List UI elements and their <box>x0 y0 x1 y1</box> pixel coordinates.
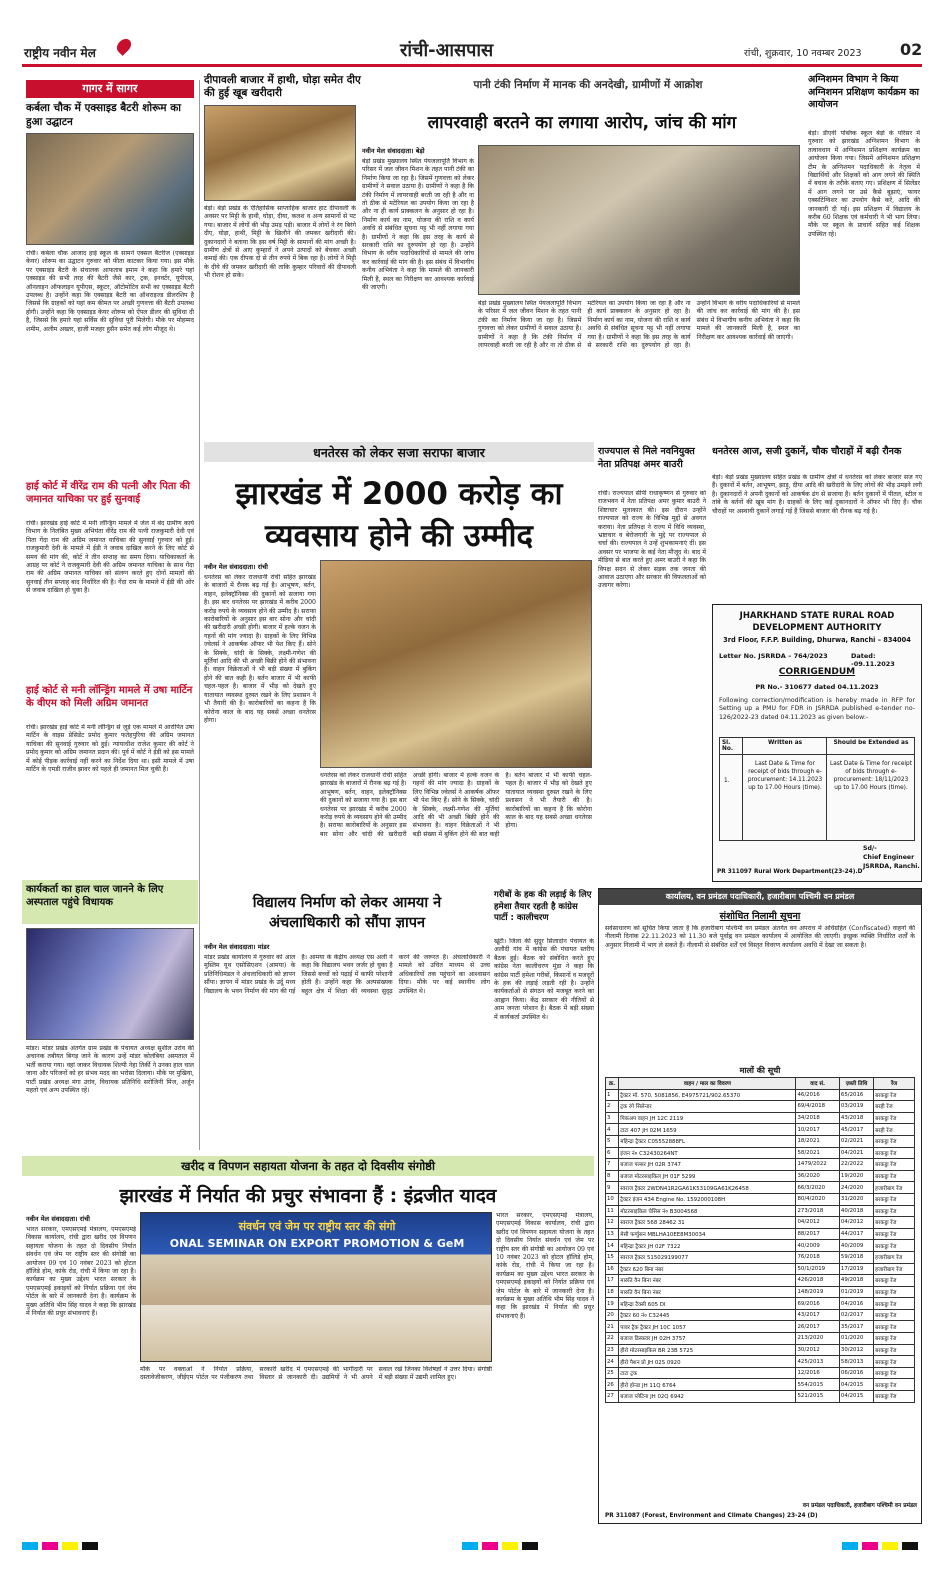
lots-row <box>606 1205 915 1217</box>
lots-cell: 15 <box>606 1251 619 1263</box>
story-body-mla: मांडर। मांडर प्रखंड अंतर्गत ग्राम प्रखंड के पंचायत अध्यक्ष सुशील उरांव की अचानक तबीयत बिगड़ जाने के कारण उन्हें मांडर कोलंबिया अस्पताल में भर्ती कराया गया। वहां जाकर विधायक शिल्पी नेहा तिर्की ने उनका हाल चाल जाना और परिजनों को हर संभव मदद का भरोसा दिलाया। मौके पर मुखिया, पार्टी प्रखंड अध्यक्ष मंगा उरांव, विधायक प्रतिनिधि सरोजिनी मिंज, अर्जुन महतो एवं अन्य उपस्थित रहे। <box>26 1045 194 1095</box>
lots-cell: 148/2019 <box>796 1286 839 1298</box>
lots-cell: 4 <box>606 1124 619 1136</box>
lots-cell: मारुति वैन बिना नंबर <box>619 1275 796 1287</box>
forest-auction-notice <box>598 888 922 1524</box>
lots-table <box>605 1077 915 1403</box>
jsrrda-title-2: DEVELOPMENT AUTHORITY <box>752 623 882 633</box>
lots-cell: 12 <box>606 1217 619 1229</box>
jsrrda-th-extended: Should be Extended as <box>833 740 909 746</box>
lots-cell: 554/2015 <box>796 1379 839 1391</box>
lots-cell: 16 <box>606 1263 619 1275</box>
masthead-logo-icon <box>114 36 134 56</box>
story-head-exide: कर्बला चौक में एक्साइड बैटरी शोरूम का हुआ उद्घाटन <box>26 102 181 128</box>
export-body-right: भारत सरकार, एमएसएमई मंत्रालय, एमएसएमई विकास कार्यालय, रांची द्वारा खरीद एवं विपणन सहायता योजना के तहत दो दिवसीय निर्यात संवर्धन एवं जेम पर राष्ट्रीय स्तर की संगोष्ठी का आयोजन 09 एवं 10 नवंबर 2023 को होटल हॉलिडे होम, कांके रोड, रांची में किया जा रहा है। कार्यक्रम का मुख्य उद्देश्य भारत सरकार के एमएसएमई इकाइयों को निर्यात प्रक्रिया एवं जेम पोर्टल के बारे में जानकारी देना है। कार्यक्रम के मुख्य अतिथि भीम सिंह यादव ने कहा कि झारखंड में निर्यात की प्रचुर संभावनाएं हैं। <box>496 1212 594 1320</box>
lots-cell: ट्रैक्टर 620 बिना नंबर <box>619 1263 796 1275</box>
lots-cell: 30/2012 <box>839 1344 873 1356</box>
lots-cell: स्वराज ट्रैक्टर 568 28462 31 <box>619 1217 796 1229</box>
jsrrda-corrigendum-title: CORRIGENDUM <box>778 667 856 677</box>
lots-cell: 10 <box>606 1193 619 1205</box>
lots-row <box>606 1135 915 1147</box>
vidyalaya-body: मांडर प्रखंड कार्यालय में गुरुवार को आल मुस्लिम यूथ एसोसिएशन (आमया) के प्रतिनिधिमंडल ने अंचलाधिकारी को ज्ञापन सौंपा। ज्ञापन में मांडर प्रखंड के उर्दू मध्य विद्यालय के भवन निर्माण की मांग की गई है। आमया के केंद्रीय अध्यक्ष एस अली ने कहा कि विद्यालय भवन जर्जर हो चुका है जिससे बच्चों को पढ़ाई में काफी परेशानी होती है। उन्होंने कहा कि अल्पसंख्यक बहुल क्षेत्र में शिक्षा की व्यवस्था सुदृढ़ करने की जरूरत है। अंचलाधिकारी ने मामले को उचित माध्यम से उच्च अधिकारियों तक पहुंचाने का आश्वासन दिया। मौके पर कई स्थानीय लोग उपस्थित थे। <box>204 954 490 995</box>
lots-cell: बजाज पल्सर JH 02R 3747 <box>619 1159 796 1171</box>
reg-magenta-2 <box>482 1542 498 1550</box>
lots-cell: 3 <box>606 1112 619 1124</box>
lots-cell: बरकट्ठा रेंज <box>874 1193 915 1205</box>
tanki-body: बेड़ो प्रखंड मुख्यालय स्थित पेयजलापूर्ति विभाग के परिसर में जल जीवन मिशन के तहत पानी टंकी का निर्माण किया जा रहा है। जिसमें गुणवत्ता को लेकर ग्रामीणों ने सवाल उठाया है। ग्रामीणों ने कहा है कि टंकी निर्माण में लापरवाही बरती जा रही है और ना तो ठीक से मटेरियल का उपयोग किया जा रहा है और ना ही कार्य प्राक्कलन के अनुसार हो रहा है। निर्माण कार्य का नाम, योजना की राशि व कार्य अवधि से संबंधित सूचना पट्ट भी नहीं लगाया गया है। ग्रामीणों ने कहा कि इस तरह के कार्य से सरकारी राशि का दुरुपयोग हो रहा है। उन्होंने विभाग के वरीय पदाधिकारियों से मामले की जांच कर कार्रवाई की मांग की है। इस संबंध में विभागीय कनीय अभियंता ने कहा कि मामले की जानकारी मिली है, स्थल का निरीक्षण कर आवश्यक कार्रवाई की जाएगी। <box>362 158 474 292</box>
jsrrda-body: Following correction/modification is hereby made in RFP for Setting up a PMU for FDR in JSRRDA published e-tender no- 126/2022-23 dated 04.11.2023 as given below:- <box>719 697 915 721</box>
story-body-exide: रांची। कर्बला चौक आजाद हाई स्कूल के सामने एक्सल बैटरीज (एक्साइड केयर) शोरूम का उद्घाटन गुरुवार को फीता काटकर किया गया। इस मौके पर एक्साइड बैटरी के संचालक आफताब इमाम ने कहा कि हमारे यहां एक्साइड की सभी तरह की बैटरी जैसे कार, ट्रक, इनवर्टर, यूपीएस, ऑनलाइन ऑफलाइन यूपीएस, स्कूटर, ऑटोमोटिव सभी का एक्साइड बैटरी उपलब्ध है। उन्होंने कहा कि एक्साइड बैटरी का ऑथराइज्ड डीलरशिप है जिससे कि ग्राहकों को यहां कम कीमत पर अच्छी गुणवत्ता की बैटरी उपलब्ध होगी। उन्होंने कहा कि एक्साइड केयर शोरूम को ऐंपल डीलर की सुविधा दी है, जिससे कि हमारे यहां सर्विस की सुविधा पूरी मिलेगी। मौके पर मोहम्मद शमीम, अलीम अख्तर, हाजी मजहर हुसैन समेत कई लोग मौजूद थे। <box>26 250 194 333</box>
lots-cell: 19/2020 <box>839 1170 873 1182</box>
lots-cell: बरही रेंज <box>874 1101 915 1113</box>
reg-black-3 <box>902 1542 918 1550</box>
lots-cell: बरकट्ठा रेंज <box>874 1286 915 1298</box>
lots-cell: 31/2020 <box>839 1193 873 1205</box>
export-byline: नवीन मेल संवाददाता। रांची <box>26 1215 90 1223</box>
lots-cell: मेसी फर्ग्युसन MBLHA10EE8M30034 <box>619 1228 796 1240</box>
lots-cell: 26 <box>606 1379 619 1391</box>
lots-cell: बरकट्ठा रेंज <box>874 1309 915 1321</box>
lots-cell: 22 <box>606 1333 619 1345</box>
lots-cell: ट्रैक्टर मॉ. 570, 5081856, E4975721/902.65370 <box>619 1089 796 1101</box>
lots-cell: बरही रेंज <box>874 1124 915 1136</box>
print-registration-bar <box>22 1540 922 1552</box>
masthead-rule <box>22 64 922 67</box>
jsrrda-corrigendum <box>712 604 922 882</box>
lots-cell: 9 <box>606 1182 619 1194</box>
col-divider <box>199 80 200 1150</box>
lots-cell: 27 <box>606 1391 619 1403</box>
story-body-dhanteras-aaj: बेड़ो। बेड़ो प्रखंड मुख्यालय सहित प्रखंड के ग्रामीण क्षेत्रों में धनतेरस को लेकर बाजार सज गए हैं। दुकानों में बर्तन, आभूषण, झाड़ू, दीया आदि की खरीदारी के लिए लोगों की भीड़ उमड़ने लगी है। दुकानदारों ने अपनी दुकानों को आकर्षक ढंग से सजाया है। बर्तन दुकानों में पीतल, स्टील व तांबे के बर्तनों की खूब मांग है। ग्राहकों के लिए कई दुकानदारों ने ऑफर भी दिए हैं। चौक चौराहों पर अस्थायी दुकानें लगाई गई हैं जिससे बाजार की रौनक बढ़ गई है। <box>712 474 922 515</box>
lots-cell: 40/2009 <box>839 1240 873 1252</box>
page-number: 02 <box>900 40 923 59</box>
lots-row <box>606 1170 915 1182</box>
lots-col-header: क्र. <box>606 1078 619 1090</box>
export-body-cont: मौके पर वक्ताओं ने निर्यात प्रक्रिया, दस्तावेजीकरण, जीईएम पोर्टल पर पंजीकरण तथा सरकारी खरीद में एमएसएमई की भागीदारी पर विस्तार से जानकारी दी। उद्यमियों ने भी अपने सवाल रखे जिनका विशेषज्ञों ने उत्तर दिया। संगोष्ठी में बड़ी संख्या में उद्यमी शामिल हुए। <box>140 1366 492 1382</box>
lots-row <box>606 1217 915 1229</box>
lots-cell: ट्रैक्टर 60 नं० C32445 <box>619 1309 796 1321</box>
tanki-headline: लापरवाही बरतने का लगाया आरोप, जांच की मांग <box>427 113 737 133</box>
lots-cell: 25 <box>606 1367 619 1379</box>
jsrrda-sign-3: JSRRDA, Ranchi. <box>863 863 920 870</box>
dipawali-market-photo <box>204 105 356 201</box>
lots-row <box>606 1112 915 1124</box>
export-headline: झारखंड में निर्यात की प्रचुर संभावना हैं : इंद्रजीत यादव <box>119 1185 497 1207</box>
lots-cell: बरकट्ठा रेंज <box>874 1391 915 1403</box>
forest-office: कार्यालय, वन प्रमंडल पदाधिकारी, हजारीबाग पश्चिमी वन प्रमंडल <box>665 892 855 901</box>
lots-col-header: रेंज <box>874 1078 915 1090</box>
lots-col-header: वाहन / माल का विवरण <box>619 1078 796 1090</box>
lots-cell: 24 <box>606 1356 619 1368</box>
seminar-banner-text-2: ONAL SEMINAR ON EXPORT PROMOTION & GeM <box>169 1237 465 1250</box>
jsrrda-footer: PR 311097 Rural Work Department(23-24).D <box>717 869 863 875</box>
reg-yellow <box>62 1542 78 1550</box>
left-col-label: गागर में सागर <box>26 80 194 98</box>
lots-cell: हजारीबाग रेंज <box>874 1182 915 1194</box>
lots-cell: 11 <box>606 1205 619 1217</box>
reg-magenta-3 <box>862 1542 878 1550</box>
lots-cell: 7 <box>606 1159 619 1171</box>
tanki-body-cont: बेड़ो प्रखंड मुख्यालय स्थित पेयजलापूर्ति विभाग के परिसर में जल जीवन मिशन के तहत पानी टंकी का निर्माण किया जा रहा है। जिसमें गुणवत्ता को लेकर ग्रामीणों ने सवाल उठाया है। ग्रामीणों ने कहा है कि टंकी निर्माण में लापरवाही बरती जा रही है और ना तो ठीक से मटेरियल का उपयोग किया जा रहा है और ना ही कार्य प्राक्कलन के अनुसार हो रहा है। निर्माण कार्य का नाम, योजना की राशि व कार्य अवधि से संबंधित सूचना पट्ट भी नहीं लगाया गया है। ग्रामीणों ने कहा कि इस तरह के कार्य से सरकारी राशि का दुरुपयोग हो रहा है। उन्होंने विभाग के वरीय पदाधिकारियों से मामले की जांच कर कार्रवाई की मांग की है। इस संबंध में विभागीय कनीय अभियंता ने कहा कि मामले की जानकारी मिली है, स्थल का निरीक्षण कर आवश्यक कार्रवाई की जाएगी। <box>478 300 800 350</box>
lots-cell: 04/2012 <box>796 1217 839 1229</box>
lots-cell: 46/2016 <box>796 1089 839 1101</box>
lots-cell: ट्रैक्टर इंजन 434 Engine No. 1592000108H <box>619 1193 796 1205</box>
lots-cell: 49/2018 <box>839 1275 873 1287</box>
lots-row <box>606 1309 915 1321</box>
lead-body: धनतेरस को लेकर राजधानी रांची सहित झारखंड के बाजारों में रौनक बढ़ गई है। आभूषण, बर्तन, वाहन, इलेक्ट्रॉनिक्स की दुकानों को सजाया गया है। इस बार धनतेरस पर झारखंड में करीब 2000 करोड़ रुपये के व्यवसाय होने की उम्मीद है। सराफा कारोबारियों के अनुसार इस बार सोना और चांदी की खरीदारी अच्छी होगी। बाजार में हल्के वजन के गहनों की मांग ज्यादा है। ग्राहकों के लिए विभिन्न ज्वेलर्स ने आकर्षक ऑफर भी पेश किए हैं। सोने के सिक्के, चांदी के सिक्के, लक्ष्मी-गणेश की मूर्तियां आदि की भी अच्छी बिक्री होने की संभावना है। वाहन विक्रेताओं ने भी बड़ी संख्या में बुकिंग होने की बात कही है। बर्तन बाजार में भी काफी चहल-पहल है। बाजार में भीड़ को देखते हुए यातायात व्यवस्था दुरुस्त रखने के लिए प्रशासन ने भी तैयारी की है। कारोबारियों का कहना है कि कोरोना काल के बाद यह सबसे अच्छा धनतेरस होगा। <box>204 574 316 724</box>
jsrrda-table-vline2 <box>826 738 827 840</box>
jsrrda-table-hline <box>720 754 914 755</box>
forest-list-title: मालों की सूची <box>739 1066 781 1075</box>
story-body-usha-martin: रांची। झारखंड हाई कोर्ट में मनी लॉन्ड्रिंग से जुड़े एक मामले में आरोपित उषा मार्टिन के वाइस प्रेसिडेंट प्रमोद कुमार फतेहपुरिया की अग्रिम जमानत याचिका की सुनवाई गुरुवार को हुई। न्यायाधीश राजेश कुमार की कोर्ट ने प्रमोद कुमार को अग्रिम जमानत प्रदान की। पूर्व में कोर्ट ने ईडी को इस मामले में कोई पीड़क कार्रवाई नहीं करने का निर्देश दिया था। इसी मामले में उषा मार्टिन के एमडी राजीव झावर को पहले ही जमानत मिल चुकी है। <box>26 724 194 774</box>
lots-cell: बरकट्ठा रेंज <box>874 1367 915 1379</box>
lots-row <box>606 1333 915 1345</box>
lots-cell: 58/2013 <box>839 1356 873 1368</box>
jsrrda-row-extended: Last Date & Time for receipt of bids through e-procurement: 18/11/2023 up to 17.00 Hours (time). <box>830 761 912 791</box>
jsrrda-sign-2: Chief Engineer <box>863 854 915 861</box>
lots-cell: हीरो पैशन प्रो JH 02S 0920 <box>619 1356 796 1368</box>
jsrrda-row-written: Last Date & Time for receipt of bids through e-procurement: 14.11.2023 up to 17.00 Hours (time). <box>747 761 823 791</box>
vidyalaya-byline: नवीन मेल संवाददाता। मांडर <box>204 943 270 951</box>
lots-cell: 6 <box>606 1147 619 1159</box>
lots-cell: बरकट्ठा रेंज <box>874 1333 915 1345</box>
lots-cell: 521/2015 <box>796 1391 839 1403</box>
lots-cell: बरकट्ठा रेंज <box>874 1275 915 1287</box>
lots-cell: टाटा 407 JH 02M 1659 <box>619 1124 796 1136</box>
lots-cell: बरकट्ठा रेंज <box>874 1344 915 1356</box>
lots-cell: 1 <box>606 1089 619 1101</box>
lots-row <box>606 1356 915 1368</box>
lots-row <box>606 1124 915 1136</box>
lots-cell: 06/2016 <box>839 1367 873 1379</box>
lots-cell: बरकट्ठा रेंज <box>874 1321 915 1333</box>
lots-cell: 2 <box>606 1101 619 1113</box>
lots-cell: 21 <box>606 1321 619 1333</box>
lots-row <box>606 1286 915 1298</box>
lots-row <box>606 1147 915 1159</box>
exide-inauguration-photo <box>26 133 194 245</box>
story-head-mla: कार्यकर्ता का हाल चाल जानने के लिए अस्पताल पहुंचे विधायक <box>26 884 164 908</box>
reg-yellow-3 <box>882 1542 898 1550</box>
lots-cell: 65/2016 <box>839 1089 873 1101</box>
lots-cell: ट्रक रंगे सिलेन्डर <box>619 1101 796 1113</box>
lots-cell: 10/2017 <box>796 1124 839 1136</box>
lots-cell: 04/2021 <box>839 1147 873 1159</box>
lots-cell: 8 <box>606 1170 619 1182</box>
lots-cell: 59/2018 <box>839 1251 873 1263</box>
story-head-dhanteras-aaj: धनतेरस आज, सजी दुकानें, चौक चौराहों में बढ़ी रौनक <box>712 446 902 457</box>
lots-cell: 04/2012 <box>839 1217 873 1229</box>
story-head-dipawali: दीपावली बाजार में हाथी, घोड़ा समेत दीए की हुई खूब खरीदारी <box>204 74 361 99</box>
lots-cell: हीरो होन्डा JH 11Q 6764 <box>619 1379 796 1391</box>
lots-cell: 43/2017 <box>796 1309 839 1321</box>
lots-cell: बजाज प्लेटिना JH 02Q 6942 <box>619 1391 796 1403</box>
jsrrda-sign-1: Sd/- <box>863 845 877 852</box>
lots-cell: बरकट्ठा रेंज <box>874 1089 915 1101</box>
paper-name: राष्ट्रीय नवीन मेल <box>24 46 96 60</box>
forest-footer: PR 311087 (Forest, Environment and Climate Changes) 23-24 (D) <box>605 1513 818 1519</box>
lots-cell: 5 <box>606 1135 619 1147</box>
lots-cell: बरकट्ठा रेंज <box>874 1379 915 1391</box>
lots-cell: 17/2019 <box>839 1263 873 1275</box>
lots-cell: स्वराज ट्रैक्टर 515029199077 <box>619 1251 796 1263</box>
lots-cell: 50/1/2019 <box>796 1263 839 1275</box>
lots-cell: 88/2017 <box>796 1228 839 1240</box>
lots-cell: 80/4/2020 <box>796 1193 839 1205</box>
jsrrda-letter: Letter No. JSRRDA – 764/2023 <box>719 652 828 660</box>
lots-cell: 69/2016 <box>796 1298 839 1310</box>
lots-cell: मोटरसाइकिल चेसिस नं० B3004568 <box>619 1205 796 1217</box>
lots-cell: बजाज डिस्कवर JH 02H 3757 <box>619 1333 796 1345</box>
vidyalaya-headline-1: विद्यालय निर्माण को लेकर आमया ने <box>252 895 442 911</box>
lots-cell: बजाज मोटरसाइकिल JH 01F 5299 <box>619 1170 796 1182</box>
lots-cell: 01/2020 <box>839 1333 873 1345</box>
lots-cell: 66/3/2020 <box>796 1182 839 1194</box>
lots-cell: 04/2016 <box>839 1298 873 1310</box>
lots-row <box>606 1101 915 1113</box>
seminar-banner-text-1: संवर्धन एवं जेम पर राष्ट्रीय स्तर की संगो <box>238 1220 396 1233</box>
lead-headline-1: झारखंड में 2000 करोड़ का <box>235 476 563 512</box>
lots-row <box>606 1391 915 1403</box>
lots-cell: टाटा ट्रक <box>619 1367 796 1379</box>
story-body-agni: बेड़ो। डीएवी पब्लिक स्कूल बेड़ो के परिसर में गुरुवार को झारखंड अग्निशमन विभाग के तत्वावधान में अग्निशमन प्रशिक्षण कार्यक्रम का आयोजन किया गया। जिसमें अग्निशमन प्रशिक्षण टीम के अग्निशमन पदाधिकारी के नेतृत्व में विद्यार्थियों और शिक्षकों को आग लगने की स्थिति में बचाव के तरीके बताए गए। प्रशिक्षण में सिलेंडर में आग लगने पर उसे कैसे बुझाएं, फायर एक्सटिंग्विशर का उपयोग कैसे करें, आदि की जानकारी दी गई। इस प्रशिक्षण में विद्यालय के करीब 60 शिक्षक एवं कर्मचारी ने भी भाग लिया। मौके पर स्कूल के प्राचार्य सहित कई शिक्षक उपस्थित रहे। <box>808 130 920 238</box>
section-title: रांची-आसपास <box>400 40 494 61</box>
lots-cell: बरकट्ठा रेंज <box>874 1228 915 1240</box>
export-body: भारत सरकार, एमएसएमई मंत्रालय, एमएसएमई विकास कार्यालय, रांची द्वारा खरीद एवं विपणन सहायता योजना के तहत दो दिवसीय निर्यात संवर्धन एवं जेम पर राष्ट्रीय स्तर की संगोष्ठी का आयोजन 09 एवं 10 नवंबर 2023 को होटल हॉलिडे होम, कांके रोड, रांची में किया जा रहा है। कार्यक्रम का मुख्य उद्देश्य भारत सरकार के एमएसएमई इकाइयों को निर्यात प्रक्रिया एवं जेम पोर्टल के बारे में जानकारी देना है। कार्यक्रम के मुख्य अतिथि भीम सिंह यादव ने कहा कि झारखंड में निर्यात की प्रचुर संभावनाएं हैं। <box>26 1226 136 1318</box>
lots-cell: स्वराज ट्रैक्टर 2WDN41R2GA61K53109GA61K26458 <box>619 1182 796 1194</box>
lots-cell: पावर ट्रैक ट्रैक्टर JH 10C 1057 <box>619 1321 796 1333</box>
lots-head-row <box>606 1078 915 1090</box>
dateline: रांची, शुक्रवार, 10 नवम्बर 2023 <box>744 48 862 59</box>
forest-intro: सर्वसाधारण को सूचित किया जाता है कि हजारीबाग पश्चिमी वन प्रमंडल अंतर्गत वन अपराध में अधिग्रहित (Confiscated) वाहनों की नीलामी दिनांक 22.11.2023 को 11.30 बजे पूर्वाह्न वन प्रमंडल कार्यालय में आयोजित की जाएगी। इच्छुक व्यक्ति निर्धारित शर्तों के अनुसार निलामी में भाग ले सकते हैं। नीलामी से संबंधित शर्तें एवं विस्तृत विवरण कार्यालय अवधि में देखा जा सकता है। <box>605 925 915 949</box>
story-head-usha-martin: हाई कोर्ट से मनी लॉन्ड्रिंग मामले में उषा मार्टिन के वीएम को मिली अग्रिम जमानत <box>26 685 193 709</box>
lots-row <box>606 1240 915 1252</box>
lots-cell: 34/2018 <box>796 1112 839 1124</box>
story-head-amar-bauri: राज्यपाल से मिले नवनियुक्त नेता प्रतिपक्ष अमर बाउरी <box>598 446 695 470</box>
lots-cell: 40/2018 <box>839 1205 873 1217</box>
reg-black <box>82 1542 98 1550</box>
lots-cell: 12/2016 <box>796 1367 839 1379</box>
lots-row <box>606 1182 915 1194</box>
lots-cell: 02/2017 <box>839 1309 873 1321</box>
lots-cell: 213/2020 <box>796 1333 839 1345</box>
jsrrda-dated: Dated: -09.11.2023 <box>851 652 895 668</box>
tanki-kicker: पानी टंकी निर्माण में मानक की अनदेखी, ग्रामीणों में आक्रोश <box>473 79 703 91</box>
forest-signatory: वन प्रमंडल पदाधिकारी, हजारीबाग पश्चिमी वन प्रमंडल <box>802 1503 917 1509</box>
lots-row <box>606 1298 915 1310</box>
lots-cell: 02/2021 <box>839 1135 873 1147</box>
lots-cell: हजारीबाग रेंज <box>874 1263 915 1275</box>
story-body-dipawali: बेड़ो। बेड़ो प्रखंड के ऐतिहासिक साप्ताहिक बाजार हाट दीपावली के अवसर पर मिट्टी के हाथी, घोड़ा, दीया, कलश व अन्य सामानों से पट गया। बाजार में लोगों की भीड़ उमड़ पड़ी। बाजार में लोगों ने रंग बिरंगे दीए, घोड़ा, हाथी, मिट्टी के खिलौने की जमकर खरीदारी की। दुकानदारों ने बताया कि इस वर्ष मिट्टी के सामानों की मांग अच्छी है। ग्रामीण क्षेत्रों से आए कुम्हारों ने अपने उत्पादों को बेचकर अच्छी कमाई की। एक दीपक दो से तीन रुपये में बिक रहा है। लोगों ने मिट्टी के दीये की जमकर खरीदारी की ताकि कुम्हार परिवारों की दीपावली भी रोशन हो सके। <box>204 205 356 280</box>
lots-cell: पिकअप वाहन JH 12C 2119 <box>619 1112 796 1124</box>
lots-cell: 23 <box>606 1344 619 1356</box>
lots-cell: मारुति वैन बिना नंबर <box>619 1286 796 1298</box>
lots-cell: बरकट्ठा रेंज <box>874 1240 915 1252</box>
reg-cyan-2 <box>462 1542 478 1550</box>
reg-black-2 <box>522 1542 538 1550</box>
forest-lots-table <box>605 1077 915 1403</box>
reg-yellow-2 <box>502 1542 518 1550</box>
lead-headline-2: व्यवसाय होने की उम्मीद <box>265 518 533 554</box>
lots-cell: 19 <box>606 1298 619 1310</box>
jsrrda-row-sl: 1. <box>724 778 730 784</box>
reg-cyan-3 <box>842 1542 858 1550</box>
lots-cell: हीरो मोटरसाइकिल BR 23B 5725 <box>619 1344 796 1356</box>
lots-cell: बरकट्ठा रेंज <box>874 1298 915 1310</box>
seminar-photo <box>140 1212 492 1362</box>
lots-cell: 1479/2022 <box>796 1159 839 1171</box>
jsrrda-title-1: JHARKHAND STATE RURAL ROAD <box>739 611 895 621</box>
lead-byline: नवीन मेल संवाददाता। रांची <box>204 563 268 571</box>
lots-cell: बरकट्ठा रेंज <box>874 1205 915 1217</box>
lots-cell: 04/2015 <box>839 1379 873 1391</box>
export-kicker: खरीद व विपणन सहायता योजना के तहत दो दिवसीय संगोष्ठी <box>181 1159 435 1173</box>
lots-row <box>606 1251 915 1263</box>
story-body-garibon: खूंटी। जिला की सुदूर सिलादोन पंचायत के अलौदी गांव में कांग्रेस की पंचायत स्तरीय बैठक हुई। बैठक को संबोधित करते हुए कांग्रेस नेता कालीचरण मुंडा ने कहा कि कांग्रेस पार्टी हमेशा गरीबों, किसानों व मजदूरों के हक की लड़ाई लड़ती रही है। उन्होंने कार्यकर्ताओं से संगठन को मजबूत करने का आह्वान किया। केंद्र सरकार की नीतियों से आम जनता परेशान है। बैठक में बड़ी संख्या में कार्यकर्ता उपस्थित थे। <box>494 938 594 1021</box>
reg-cyan <box>22 1542 38 1550</box>
jsrrda-th-sl: Sl. No. <box>722 740 734 752</box>
lots-body <box>606 1089 915 1402</box>
lots-col-header: ज़ब्ती तिथि <box>839 1078 873 1090</box>
lots-cell: बरकट्ठा रेंज <box>874 1135 915 1147</box>
lots-cell: 14 <box>606 1240 619 1252</box>
lots-row <box>606 1275 915 1287</box>
lots-cell: 24/2020 <box>839 1182 873 1194</box>
lots-cell: 18/2021 <box>796 1135 839 1147</box>
jsrrda-table-vline1 <box>742 738 743 840</box>
lead-body-cont: धनतेरस को लेकर राजधानी रांची सहित झारखंड के बाजारों में रौनक बढ़ गई है। आभूषण, बर्तन, वाहन, इलेक्ट्रॉनिक्स की दुकानों को सजाया गया है। इस बार धनतेरस पर झारखंड में करीब 2000 करोड़ रुपये के व्यवसाय होने की उम्मीद है। सराफा कारोबारियों के अनुसार इस बार सोना और चांदी की खरीदारी अच्छी होगी। बाजार में हल्के वजन के गहनों की मांग ज्यादा है। ग्राहकों के लिए विभिन्न ज्वेलर्स ने आकर्षक ऑफर भी पेश किए हैं। सोने के सिक्के, चांदी के सिक्के, लक्ष्मी-गणेश की मूर्तियां आदि की भी अच्छी बिक्री होने की संभावना है। वाहन विक्रेताओं ने भी बड़ी संख्या में बुकिंग होने की बात कही है। बर्तन बाजार में भी काफी चहल-पहल है। बाजार में भीड़ को देखते हुए यातायात व्यवस्था दुरुस्त रखने के लिए प्रशासन ने भी तैयारी की है। कारोबारियों का कहना है कि कोरोना काल के बाद यह सबसे अच्छा धनतेरस होगा। <box>320 772 592 838</box>
story-head-virendra: हाई कोर्ट में वीरेंद्र राम की पत्नी और पिता की जमानत याचिका पर हुई सुनवाई <box>26 481 190 505</box>
lots-cell: 58/2021 <box>796 1147 839 1159</box>
lots-cell: महिन्द्रा ट्रैक्टर C05552888FL <box>619 1135 796 1147</box>
tanki-byline: नवीन मेल संवाददाता। बेड़ो <box>362 147 425 155</box>
jsrrda-table <box>719 737 915 841</box>
forest-title: संशोधित निलामी सूचना <box>719 911 801 922</box>
lots-cell: 22/2022 <box>839 1159 873 1171</box>
jsrrda-th-written: Written as <box>767 740 803 746</box>
lots-row <box>606 1193 915 1205</box>
lots-row <box>606 1379 915 1391</box>
lots-cell: 44/2017 <box>839 1228 873 1240</box>
lots-row <box>606 1367 915 1379</box>
mla-hospital-photo <box>26 928 194 1040</box>
lots-cell: 69/4/2018 <box>796 1101 839 1113</box>
lots-cell: 18 <box>606 1286 619 1298</box>
lots-cell: 45/2017 <box>839 1124 873 1136</box>
lots-row <box>606 1344 915 1356</box>
vidyalaya-headline-2: अंचलाधिकारी को सौंपा ज्ञापन <box>268 915 426 931</box>
lots-cell: 01/2019 <box>839 1286 873 1298</box>
lots-cell: बरकट्ठा रेंज <box>874 1356 915 1368</box>
lots-cell: बरकट्ठा रेंज <box>874 1159 915 1171</box>
lots-cell: 03/2019 <box>839 1101 873 1113</box>
lots-cell: 26/2017 <box>796 1321 839 1333</box>
lots-cell: 40/2009 <box>796 1240 839 1252</box>
masthead <box>22 34 922 66</box>
jewellery-shop-photo <box>320 560 592 768</box>
jsrrda-pr: PR No.- 310677 dated 04.11.2023 <box>755 683 879 691</box>
lots-cell: 30/2012 <box>796 1344 839 1356</box>
lots-cell: महिन्द्रा ट्रैक्टर JH 02F 7322 <box>619 1240 796 1252</box>
lots-cell: 36/2020 <box>796 1170 839 1182</box>
reg-magenta <box>42 1542 58 1550</box>
lots-cell: बरकट्ठा रेंज <box>874 1217 915 1229</box>
lots-cell: 20 <box>606 1309 619 1321</box>
lots-row <box>606 1263 915 1275</box>
lots-cell: इंजन नं० C32430264NT <box>619 1147 796 1159</box>
lots-cell: 76/2018 <box>796 1251 839 1263</box>
story-head-agni: अग्निशमन विभाग ने किया अग्निशमन प्रशिक्षण कार्यक्रम का आयोजन <box>808 74 920 110</box>
lots-cell: 35/2017 <box>839 1321 873 1333</box>
dhanteras-bar-text: धनतेरस को लेकर सजा सराफा बाजार <box>313 445 485 460</box>
lots-cell: 04/2015 <box>839 1391 873 1403</box>
lots-row <box>606 1159 915 1171</box>
lots-col-header: वाद सं. <box>796 1078 839 1090</box>
water-tank-construction-photo <box>478 145 800 295</box>
lots-row <box>606 1089 915 1101</box>
lots-row <box>606 1228 915 1240</box>
lots-cell: बरकट्ठा रेंज <box>874 1147 915 1159</box>
lots-cell: 426/2018 <box>796 1275 839 1287</box>
lots-cell: 273/2018 <box>796 1205 839 1217</box>
lots-cell: 43/2018 <box>839 1112 873 1124</box>
lots-cell: हजारीबाग रेंज <box>874 1251 915 1263</box>
story-head-garibon: गरीबों के हक की लड़ाई के लिए हमेशा तैयार रहती है कांग्रेस पार्टी : कालीचरण <box>494 890 592 923</box>
story-body-amar-bauri: रांची। राज्यपाल सीपी राधाकृष्णन से गुरुवार को राजभवन में नेता प्रतिपक्ष अमर कुमार बाउरी ने शिष्टाचार मुलाकात की। इस दौरान उन्होंने राज्यपाल को राज्य के विभिन्न मुद्दों से अवगत कराया। नेता प्रतिपक्ष ने राज्य में विधि व्यवस्था, भ्रष्टाचार व बेरोजगारी के मुद्दे पर राज्यपाल से चर्चा की। राज्यपाल ने उन्हें शुभकामनाएं दीं। इस अवसर पर भाजपा के कई नेता मौजूद थे। बाद में मीडिया से बात करते हुए अमर बाउरी ने कहा कि विपक्ष सदन से लेकर सड़क तक जनता की आवाज उठाएगा और सरकार की विफलताओं को उजागर करेगा। <box>598 490 706 590</box>
lots-row <box>606 1321 915 1333</box>
lots-cell: बरकट्ठा रेंज <box>874 1112 915 1124</box>
lots-cell: महिन्द्रा टैक्सी 605 DI <box>619 1298 796 1310</box>
lots-cell: 17 <box>606 1275 619 1287</box>
lots-cell: 13 <box>606 1228 619 1240</box>
lots-cell: बरकट्ठा रेंज <box>874 1170 915 1182</box>
story-body-virendra: रांची। झारखंड हाई कोर्ट में मनी लॉन्ड्रिंग मामले में जेल में बंद ग्रामीण कार्य विभाग के निलंबित मुख्य अभियंता वीरेंद्र राम की पत्नी राजकुमारी देवी एवं पिता गेंदा राम की अग्रिम जमानत याचिका की सुनवाई गुरुवार को हुई। राजकुमारी देवी के मामले में ईडी ने जवाब दाखिल करने के लिए कोर्ट से समय की मांग की, कोर्ट ने तीन सप्ताह का समय दिया। याचिकाकर्ता के आग्रह पर कोर्ट ने राजकुमारी देवी की अग्रिम जमानत याचिका के साथ गेंदा राम की अग्रिम जमानत याचिका को संलग्न करते हुए दोनों मामलों की सुनवाई तीन सप्ताह बाद निर्धारित की है। गेंदा राम के मामले में ईडी की ओर से जवाब दाखिल हो चुका है। <box>26 520 194 595</box>
jsrrda-address: 3rd Floor, F.F.P. Building, Dhurwa, Ranchi – 834004 <box>723 636 911 644</box>
lots-cell: 425/2013 <box>796 1356 839 1368</box>
